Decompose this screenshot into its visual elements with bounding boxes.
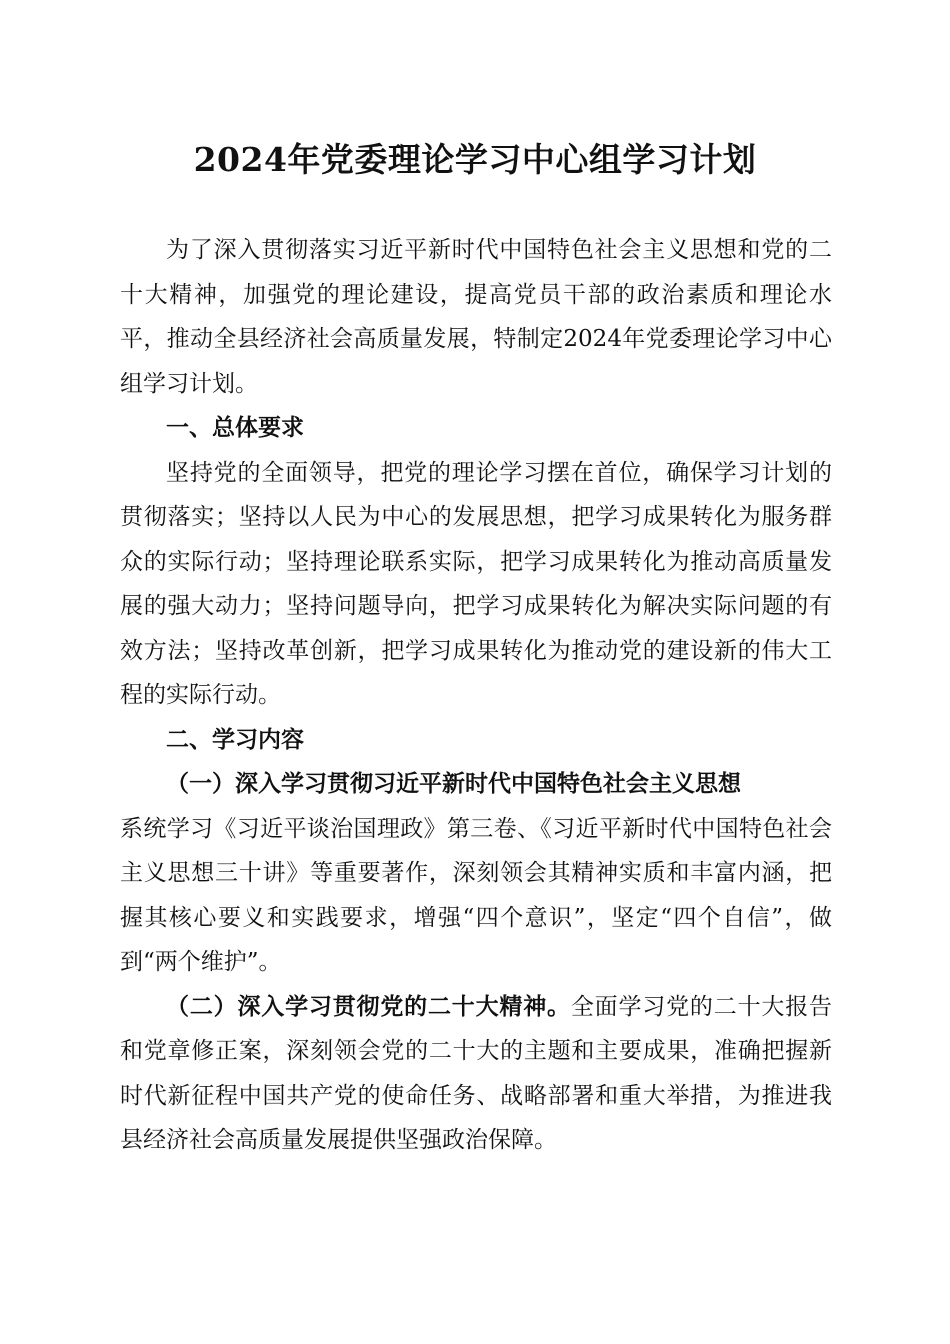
- section-heading-study-content: 二、学习内容: [166, 726, 304, 753]
- general-requirements-paragraph: 坚持党的全面领导，把党的理论学习摆在首位，确保学习计划的贯彻落实；坚持以人民为中心的发展思想，把学习成果转化为服务群众的实际行动；坚持理论联系实际，把学习成果转化为推动高质量发展的强大动力；坚持问题导向，把学习成果转化为解决实际问题的有效方法；坚持改革创新，把学习成果转化为推动党的建设新的伟大工程的实际行动。: [120, 459, 832, 708]
- intro-paragraph: 为了深入贯彻落实习近平新时代中国特色社会主义思想和党的二十大精神，加强党的理论建设，提高党员干部的政治素质和理论水平，推动全县经济社会高质量发展，特制定2024年党委理论学习中心组学习计划。: [120, 237, 832, 397]
- study-item-2: [120, 985, 832, 1163]
- document-title: 2024年党委理论学习中心组学习计划: [193, 140, 757, 179]
- section-heading-general-requirements: 一、总体要求: [166, 415, 304, 441]
- study-item-1-heading: （一）深入学习贯彻习近平新时代中国特色社会主义思想: [166, 770, 741, 797]
- study-item-1: [120, 762, 832, 985]
- study-item-2-body: 全面学习党的二十大报告和党章修正案，深刻领会党的二十大的主题和主要成果，准确把握新时代新征程中国共产党的使命任务、战略部署和重大举措，为推进我县经济社会高质量发展提供坚强政治保障。: [120, 993, 833, 1153]
- study-item-1-body: 系统学习《习近平谈治国理政》第三卷、《习近平新时代中国特色社会主义思想三十讲》等重要著作，深刻领会其精神实质和丰富内涵，把握其核心要义和实践要求，增强“四个意识”，坚定“四个自信”，做到“两个维护”。: [120, 815, 832, 975]
- study-item-2-heading: （二）深入学习贯彻党的二十大精神。: [166, 992, 571, 1020]
- document-body: [120, 228, 832, 1163]
